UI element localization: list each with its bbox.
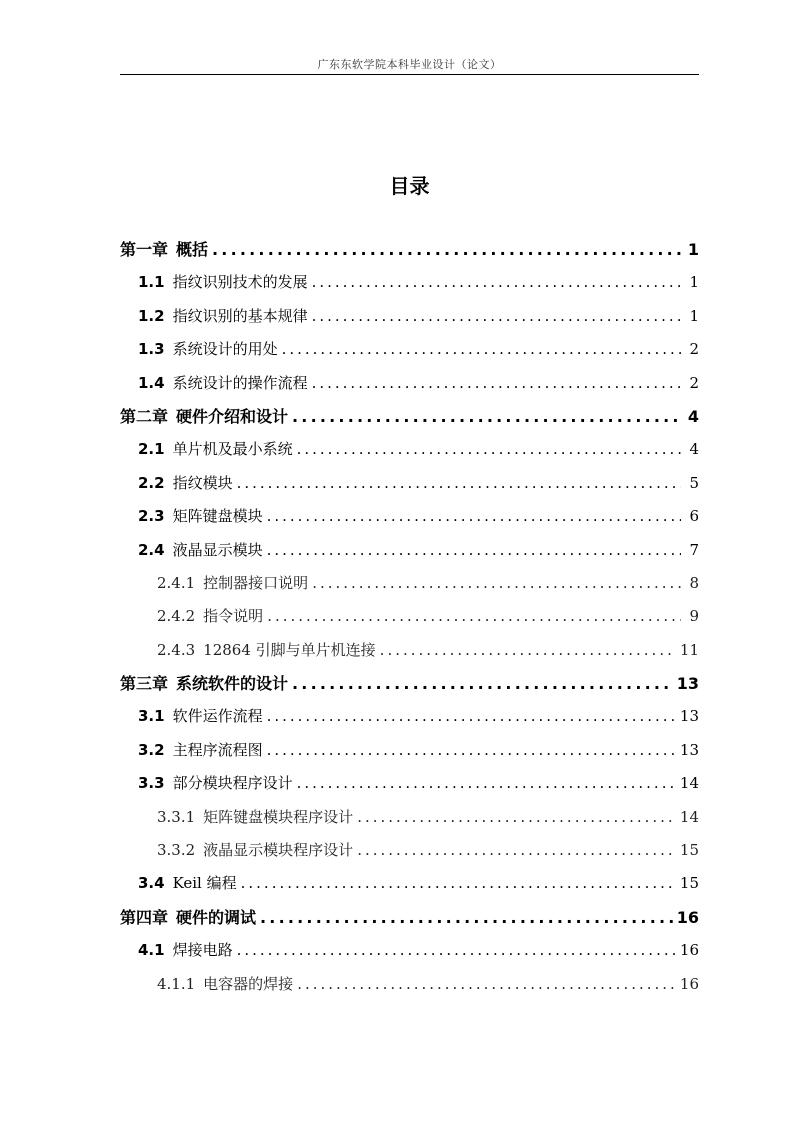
toc-entry-page: 5 [689,473,699,492]
toc-entry-title: 主程序流程图 [172,740,263,759]
toc-entry-page: 8 [689,573,699,592]
toc-entry-page: 16 [676,907,699,927]
toc-entry-page: 1 [687,240,699,259]
dot-leader [312,567,681,600]
dot-leader [357,834,676,867]
toc-entry[interactable] [120,534,699,567]
toc-entry-page: 15 [679,841,699,860]
toc-entry-page: 4 [687,406,699,426]
toc-entry-page: 15 [679,874,699,893]
toc-entry-number: 第四章 [120,907,169,927]
dot-leader [312,367,681,400]
toc-entry-title: 控制器接口说明 [203,573,309,592]
toc-entry-number: 2.1 [138,440,165,459]
toc-entry[interactable] [120,901,699,934]
toc-entry[interactable] [120,667,699,700]
toc-entry[interactable] [120,266,699,299]
toc-entry-number: 1.2 [138,306,165,325]
toc-entry[interactable] [120,834,699,867]
dot-leader [297,968,676,1001]
toc-entry-title: 矩阵键盘模块 [172,507,263,526]
toc-entry[interactable] [120,233,699,266]
table-of-contents [120,233,699,1001]
toc-entry-number: 2.4.2 [157,607,196,626]
toc-entry-page: 13 [676,674,699,694]
toc-entry-title: 指纹识别的基本规律 [172,306,308,325]
toc-entry-number: 2.3 [138,507,165,526]
toc-entry[interactable] [120,968,699,1001]
toc-entry-title: 矩阵键盘模块程序设计 [203,807,354,826]
toc-entry[interactable] [120,600,699,633]
toc-entry-title: Keil 编程 [172,874,237,893]
toc-entry-page: 1 [689,306,699,325]
toc-entry-title: 指令说明 [203,607,264,626]
dot-leader [297,433,681,466]
toc-entry[interactable] [120,367,699,400]
dot-leader [237,467,681,500]
toc-entry-number: 第二章 [120,406,169,426]
dot-leader [380,634,676,667]
toc-entry-title: 部分模块程序设计 [172,774,293,793]
toc-entry[interactable] [120,567,699,600]
toc-entry-number: 2.4.1 [157,573,196,592]
toc-entry-number: 1.1 [138,273,165,292]
dot-leader [267,700,676,733]
toc-entry-title: 概括 [176,240,209,259]
toc-entry[interactable] [120,734,699,767]
toc-entry[interactable] [120,467,699,500]
toc-entry-title: 单片机及最小系统 [172,440,293,459]
toc-entry-title: 液晶显示模块程序设计 [203,841,354,860]
toc-entry-number: 3.1 [138,707,165,726]
toc-entry[interactable] [120,867,699,900]
toc-entry-title: 硬件的调试 [176,907,257,927]
dot-leader [267,534,681,567]
toc-entry-number: 4.1 [138,941,165,960]
dot-leader [282,333,681,366]
toc-entry-page: 14 [679,774,699,793]
dot-leader [267,734,676,767]
toc-entry[interactable] [120,300,699,333]
toc-entry-page: 16 [679,974,699,993]
dot-leader [297,767,676,800]
toc-entry[interactable] [120,934,699,967]
toc-entry-title: 指纹识别技术的发展 [172,273,308,292]
toc-entry-title: 硬件介绍和设计 [176,406,289,426]
toc-title: 目录 [389,174,430,198]
toc-entry-number: 3.4 [138,874,165,893]
toc-entry-number: 第一章 [120,240,169,259]
toc-entry-title: 软件运作流程 [172,707,263,726]
dot-leader [312,300,681,333]
toc-entry-title: 系统软件的设计 [176,674,289,694]
toc-entry[interactable] [120,433,699,466]
toc-entry-title: 指纹模块 [172,473,233,492]
toc-entry-title: 焊接电路 [172,941,233,960]
toc-entry[interactable] [120,400,699,433]
dot-leader [292,667,673,700]
toc-entry-page: 13 [679,707,699,726]
toc-entry-title: 系统设计的用处 [172,340,278,359]
toc-entry-page: 1 [689,273,699,292]
toc-entry-title: 系统设计的操作流程 [172,373,308,392]
dot-leader [260,901,673,934]
dot-leader [267,600,681,633]
dot-leader [267,500,681,533]
header-divider [120,74,699,75]
toc-entry-page: 16 [679,941,699,960]
toc-entry-page: 2 [689,340,699,359]
dot-leader [357,801,676,834]
dot-leader [241,867,676,900]
toc-entry-page: 2 [689,373,699,392]
toc-entry-number: 2.2 [138,473,165,492]
toc-entry[interactable] [120,801,699,834]
toc-entry-number: 第三章 [120,674,169,694]
toc-entry[interactable] [120,767,699,800]
toc-entry-number: 3.3.2 [157,841,196,860]
toc-entry-page: 11 [679,640,699,659]
toc-entry-number: 2.4 [138,540,165,559]
toc-entry-number: 2.4.3 [157,640,196,659]
toc-entry-page: 4 [689,440,699,459]
toc-entry[interactable] [120,333,699,366]
toc-entry-number: 1.3 [138,340,165,359]
toc-entry[interactable] [120,500,699,533]
dot-leader [292,400,681,433]
dot-leader [237,934,676,967]
toc-entry-title: 液晶显示模块 [172,540,263,559]
toc-entry-page: 14 [679,807,699,826]
page-header: 广东东软学院本科毕业设计（论文） [317,58,502,71]
toc-entry-number: 3.3 [138,774,165,793]
toc-entry-page: 13 [679,740,699,759]
dot-leader [212,233,681,266]
toc-entry-number: 3.3.1 [157,807,196,826]
toc-entry-page: 6 [689,507,699,526]
toc-entry-title: 12864 引脚与单片机连接 [203,640,376,659]
toc-entry[interactable] [120,634,699,667]
toc-entry-number: 1.4 [138,373,165,392]
dot-leader [312,266,681,299]
toc-entry[interactable] [120,700,699,733]
toc-entry-number: 3.2 [138,740,165,759]
toc-entry-number: 4.1.1 [157,974,196,993]
toc-entry-title: 电容器的焊接 [203,974,294,993]
toc-entry-page: 9 [689,607,699,626]
toc-entry-page: 7 [689,540,699,559]
